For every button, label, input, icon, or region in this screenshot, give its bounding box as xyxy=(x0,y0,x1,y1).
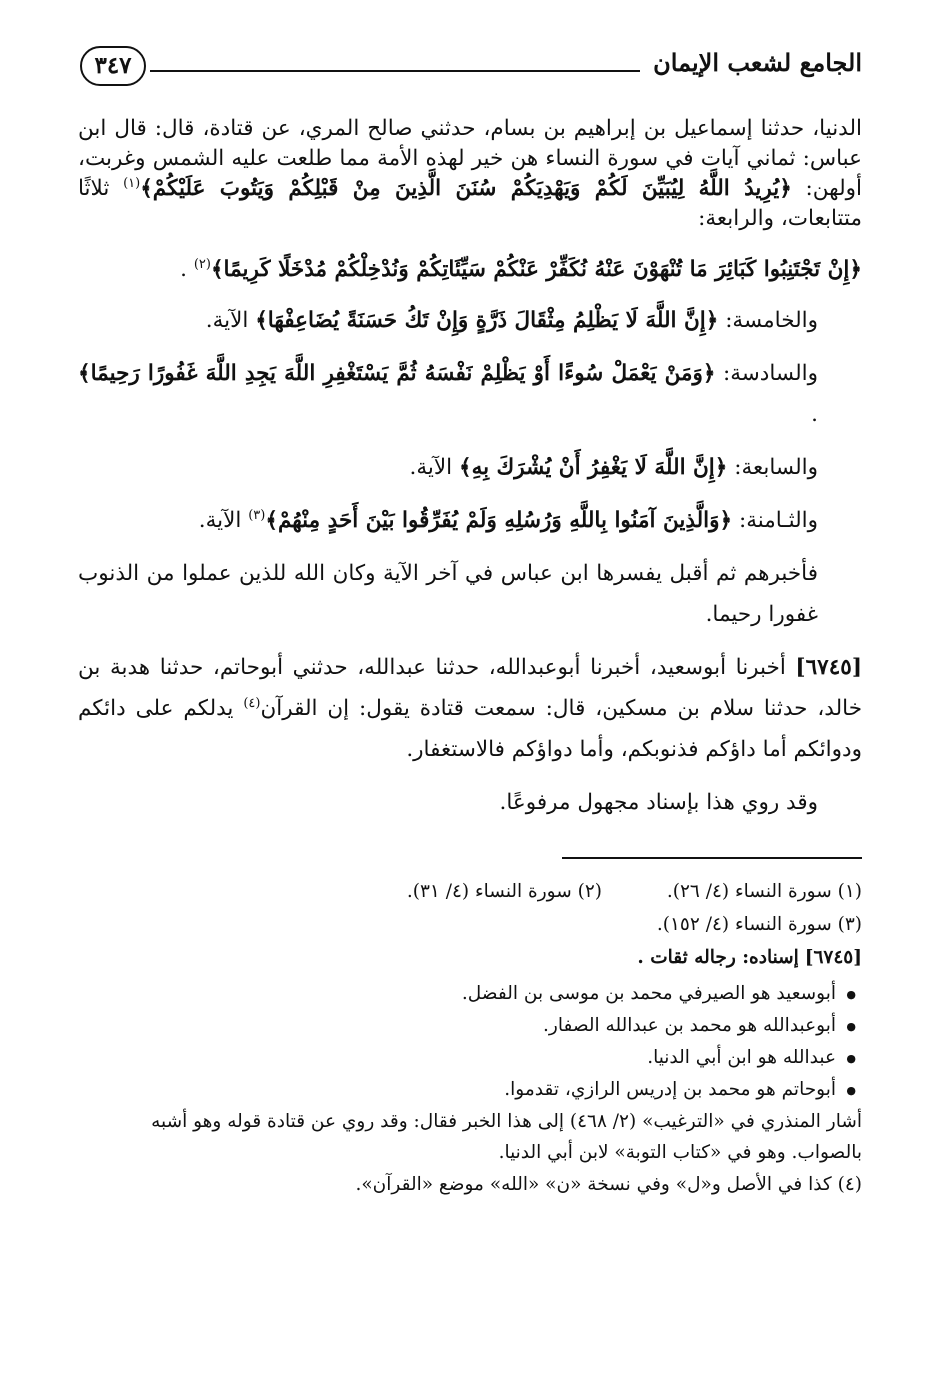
list-item: ● عبدالله هو ابن أبي الدنيا. xyxy=(78,1042,836,1074)
text-run: الدنيا، حدثنا إسماعيل بن إبراهيم بن بسام، حدثني صالح المري، عن قتادة، قال: قال ابن عباس: ثماني آيات في سورة النساء هن خير لهذه الأمة مما طلعت عليه الشمس وغربت، أولهن: xyxy=(78,116,862,201)
ordinal-label: والثـامنة: xyxy=(738,508,818,533)
main-text xyxy=(78,114,862,823)
paragraph-khabar xyxy=(78,553,862,635)
footnote-ref-3: (٣) xyxy=(248,507,266,523)
book-page xyxy=(78,40,862,1201)
list-item: ● أبوسعيد هو الصيرفي محمد بن موسى بن الفضل. xyxy=(78,978,836,1010)
verse-fourth xyxy=(78,252,862,288)
footnote-2: (٢) سورة النساء (٤/ ٣١). xyxy=(406,881,602,902)
footnote-4: (٤) كذا في الأصل و«ل» وفي نسخة «ن» «الله» موضع «القرآن». xyxy=(355,1174,862,1195)
paragraph-marfu xyxy=(78,782,862,823)
quran-verse-1: ﴿يُرِيدُ اللَّهُ لِيُبَيِّنَ لَكُمْ وَيَهْدِيَكُمْ سُنَنَ الَّذِينَ مِنْ قَبْلِكُمْ وَيَتُوبَ عَلَيْكُمْ﴾ xyxy=(140,176,792,201)
isnad-number: [٦٧٤٥] xyxy=(804,947,862,968)
footnote-ref-1: (١) xyxy=(123,175,141,191)
paragraph-isnad-intro xyxy=(78,114,862,234)
footnote-mundhiri: أشار المنذري في «الترغيب» (٢/ ٤٦٨) إلى هذا الخبر فقال: وقد روي عن قتادة قوله وهو أشبه بالصواب. وهو في «كتاب التوبة» لابن أبي الدنيا. xyxy=(151,1111,862,1163)
quran-verse-4: ﴿إِنْ تَجْتَنِبُوا كَبَائِرَ مَا تُنْهَوْنَ عَنْهُ نُكَفِّرْ عَنْكُمْ سَيِّئَاتِكُمْ وَنُدْخِلْكُمْ مُدْخَلًا كَرِيمًا﴾ xyxy=(210,257,862,282)
text-run: . xyxy=(811,402,818,427)
book-title: الجامع لشعب الإيمان xyxy=(653,48,862,77)
list-item: ● أبوعبدالله هو محمد بن عبدالله الصفار. xyxy=(78,1010,836,1042)
footnote-ref-2: (٢) xyxy=(193,256,211,272)
header-rule xyxy=(150,70,640,72)
text-run: يدلكم على دائكم ودوائكم أما داؤكم فذنوبكم، وأما دواؤكم فالاستغفار. xyxy=(78,696,862,762)
footnote-isnad xyxy=(78,941,862,974)
text-run: . xyxy=(180,257,187,282)
ordinal-label: والسادسة: xyxy=(723,361,818,386)
verse-sixth xyxy=(78,353,862,435)
list-item: ● أبوحاتم هو محمد بن إدريس الرازي، تقدموا. xyxy=(78,1074,836,1106)
text-run: الآية. xyxy=(205,308,249,333)
text-run: ثلاثًا متتابعات، والرابعة: xyxy=(78,176,862,231)
verse-eighth xyxy=(78,500,862,541)
text-run: الآية. xyxy=(409,455,453,480)
hadith-number: [٦٧٤٥] xyxy=(795,655,862,680)
verse-seventh xyxy=(78,447,862,488)
quran-verse-6: ﴿وَمَنْ يَعْمَلْ سُوءًا أَوْ يَظْلِمْ نَفْسَهُ ثُمَّ يَسْتَغْفِرِ اللَّهَ يَجِدِ اللَّهَ غَفُورًا رَحِيمًا﴾ xyxy=(78,361,716,386)
footnotes xyxy=(78,875,862,1201)
quran-verse-7: ﴿إِنَّ اللَّهَ لَا يَغْفِرُ أَنْ يُشْرَكَ بِهِ﴾ xyxy=(458,455,728,480)
page-number: ٣٤٧ xyxy=(80,46,146,86)
quran-verse-8: ﴿وَالَّذِينَ آمَنُوا بِاللَّهِ وَرُسُلِهِ وَلَمْ يُفَرِّقُوا بَيْنَ أَحَدٍ مِنْهُمْ﴾ xyxy=(265,508,733,533)
text-run: أخبرنا أبوسعيد، أخبرنا أبوعبدالله، حدثنا عبدالله، حدثني أبوحاتم، حدثنا هدبة بن خالد، حدثنا سلام بن مسكين، قال: سمعت قتادة يقول: إن القرآن xyxy=(78,655,862,721)
footnote-ref-4: (٤) xyxy=(243,695,261,711)
text-run: فأخبرهم ثم أقبل يفسرها ابن عباس في آخر الآية وكان الله للذين عملوا من الذنوب غفورا رحيما. xyxy=(78,561,818,627)
footnote-row xyxy=(78,875,862,908)
ordinal-label: والخامسة: xyxy=(725,308,818,333)
quran-verse-5: ﴿إِنَّ اللَّهَ لَا يَظْلِمُ مِثْقَالَ ذَرَّةٍ وَإِنْ تَكُ حَسَنَةً يُضَاعِفْهَا﴾ xyxy=(255,308,719,333)
paragraph-hadith xyxy=(78,647,862,770)
ordinal-label: والسابعة: xyxy=(734,455,818,480)
isnad-grade: إسناده: رجاله ثقات . xyxy=(637,947,799,968)
footnote-1: (١) سورة النساء (٤/ ٢٦). xyxy=(666,881,862,902)
running-header xyxy=(78,40,862,100)
verse-fifth xyxy=(78,300,862,341)
footnote-3: (٣) سورة النساء (٤/ ١٥٢). xyxy=(656,914,862,935)
narrator-list xyxy=(78,978,862,1106)
footnote-divider xyxy=(562,857,862,859)
text-run: وقد روي هذا بإسناد مجهول مرفوعًا. xyxy=(499,790,818,815)
text-run: الآية. xyxy=(198,508,242,533)
